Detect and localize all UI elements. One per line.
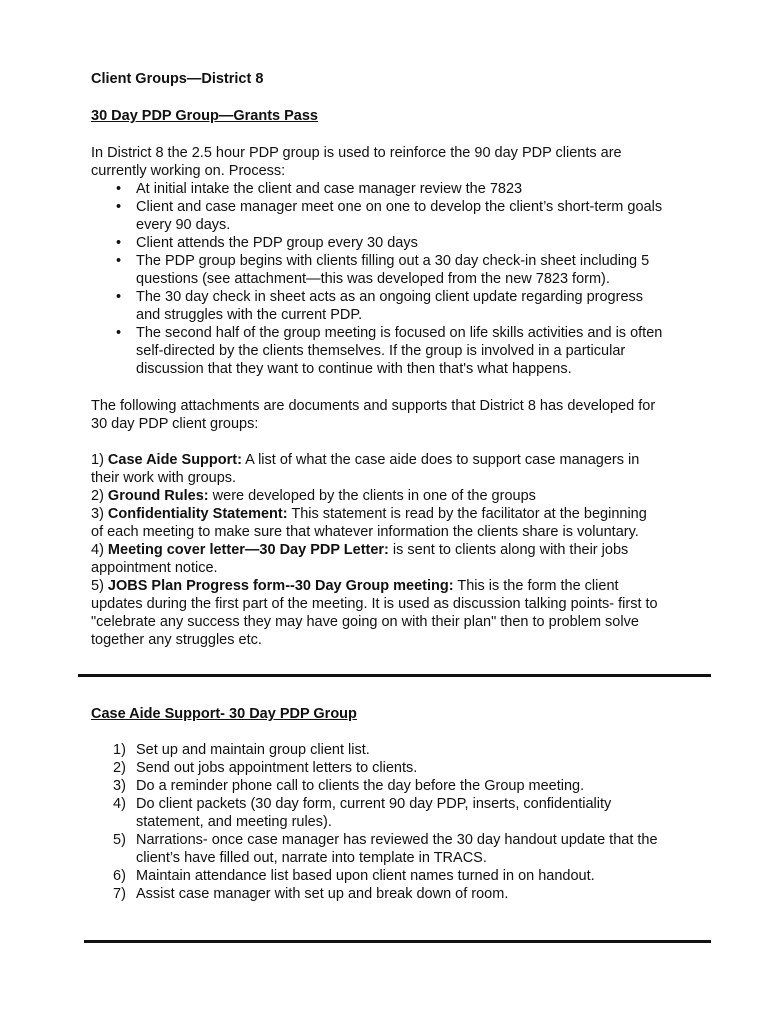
bullet-3-line-1: Client attends the PDP group every 30 days — [136, 235, 418, 251]
attachment-1 — [91, 451, 639, 469]
attachments-intro-line-2: 30 day PDP client groups: — [91, 416, 259, 432]
attachment-5-continued-3: together any struggles etc. — [91, 632, 262, 648]
attachment-3-continued: of each meeting to make sure that whatever information the clients share is voluntary. — [91, 524, 639, 540]
bullet-6-line-1: The second half of the group meeting is focused on life skills activities and is often — [136, 325, 663, 341]
attachment-4-continued: appointment notice. — [91, 560, 218, 576]
document-title: Client Groups—District 8 — [91, 71, 264, 87]
attachment-5-continued-1: updates during the first part of the meeting. It is used as discussion talking points- first to — [91, 596, 658, 612]
task-number: 3) — [113, 778, 126, 794]
attachment-description: This is the form the client — [453, 578, 619, 594]
attachment-3 — [91, 505, 647, 523]
task-5-line-2: client’s have filled out, narrate into template in TRACS. — [136, 850, 487, 866]
task-3: Do a reminder phone call to clients the day before the Group meeting. — [136, 778, 585, 794]
attachment-description: A list of what the case aide does to support case managers in — [241, 452, 640, 468]
bullet-icon: • — [116, 181, 122, 197]
task-number: 6) — [113, 868, 126, 884]
attachment-5 — [91, 577, 619, 595]
attachment-2 — [91, 487, 536, 505]
bullet-icon: • — [116, 235, 122, 251]
attachment-description: is sent to clients along with their jobs — [388, 542, 629, 558]
bullet-icon: • — [116, 199, 122, 215]
bullet-2-line-2: every 90 days. — [136, 217, 231, 233]
attachment-title: Meeting cover letter—30 Day PDP Letter: — [107, 542, 389, 558]
bullet-6-line-3: discussion that they want to continue with then that's what happens. — [136, 361, 572, 377]
attachment-description: This statement is read by the facilitator at the beginning — [287, 506, 647, 522]
bullet-icon: • — [116, 289, 122, 305]
bullet-5-line-2: and struggles with the current PDP. — [136, 307, 363, 323]
task-number: 1) — [113, 742, 126, 758]
bullet-6-line-2: self-directed by the clients themselves. If the group is involved in a particular — [136, 343, 626, 359]
attachment-number: 5) — [91, 578, 108, 594]
task-5-line-1: Narrations- once case manager has reviewed the 30 day handout update that the — [136, 832, 658, 848]
attachment-title: Confidentiality Statement: — [107, 506, 288, 522]
intro-line-2: currently working on. Process: — [91, 163, 286, 179]
bullet-1-line-1: At initial intake the client and case manager review the 7823 — [136, 181, 523, 197]
task-7: Assist case manager with set up and break down of room. — [136, 886, 509, 902]
attachments-intro-line-1: The following attachments are documents and supports that District 8 has developed for — [91, 398, 656, 414]
attachment-number: 2) — [91, 488, 108, 504]
attachment-title: Case Aide Support: — [107, 452, 242, 468]
attachment-title: Ground Rules: — [107, 488, 209, 504]
attachment-number: 3) — [91, 506, 108, 522]
section-heading-grants-pass: 30 Day PDP Group—Grants Pass — [91, 108, 318, 124]
bullet-5-line-1: The 30 day check in sheet acts as an ongoing client update regarding progress — [136, 289, 644, 305]
bullet-4-line-2: questions (see attachment—this was developed from the new 7823 form). — [136, 271, 610, 287]
attachment-description: were developed by the clients in one of the groups — [208, 488, 536, 504]
attachment-4 — [91, 541, 628, 559]
task-4-line-2: statement, and meeting rules). — [136, 814, 332, 830]
task-number: 7) — [113, 886, 126, 902]
task-number: 2) — [113, 760, 126, 776]
bottom-divider — [84, 940, 711, 943]
attachment-5-continued-2: "celebrate any success they may have going on with their plan" then to problem solve — [91, 614, 639, 630]
task-2: Send out jobs appointment letters to clients. — [136, 760, 418, 776]
attachment-number: 1) — [91, 452, 108, 468]
horizontal-divider — [78, 674, 711, 677]
attachment-1-continued: their work with groups. — [91, 470, 237, 486]
bullet-icon: • — [116, 253, 122, 269]
case-aide-heading: Case Aide Support- 30 Day PDP Group — [91, 706, 357, 722]
bullet-4-line-1: The PDP group begins with clients filling out a 30 day check-in sheet including 5 — [136, 253, 650, 269]
task-4-line-1: Do client packets (30 day form, current 90 day PDP, inserts, confidentiality — [136, 796, 612, 812]
intro-line-1: In District 8 the 2.5 hour PDP group is used to reinforce the 90 day PDP clients are — [91, 145, 622, 161]
task-number: 5) — [113, 832, 126, 848]
attachment-title: JOBS Plan Progress form--30 Day Group meeting: — [107, 578, 454, 594]
bullet-icon: • — [116, 325, 122, 341]
task-number: 4) — [113, 796, 126, 812]
bullet-2-line-1: Client and case manager meet one on one to develop the client’s short-term goals — [136, 199, 663, 215]
task-1: Set up and maintain group client list. — [136, 742, 370, 758]
task-6: Maintain attendance list based upon client names turned in on handout. — [136, 868, 595, 884]
attachment-number: 4) — [91, 542, 108, 558]
